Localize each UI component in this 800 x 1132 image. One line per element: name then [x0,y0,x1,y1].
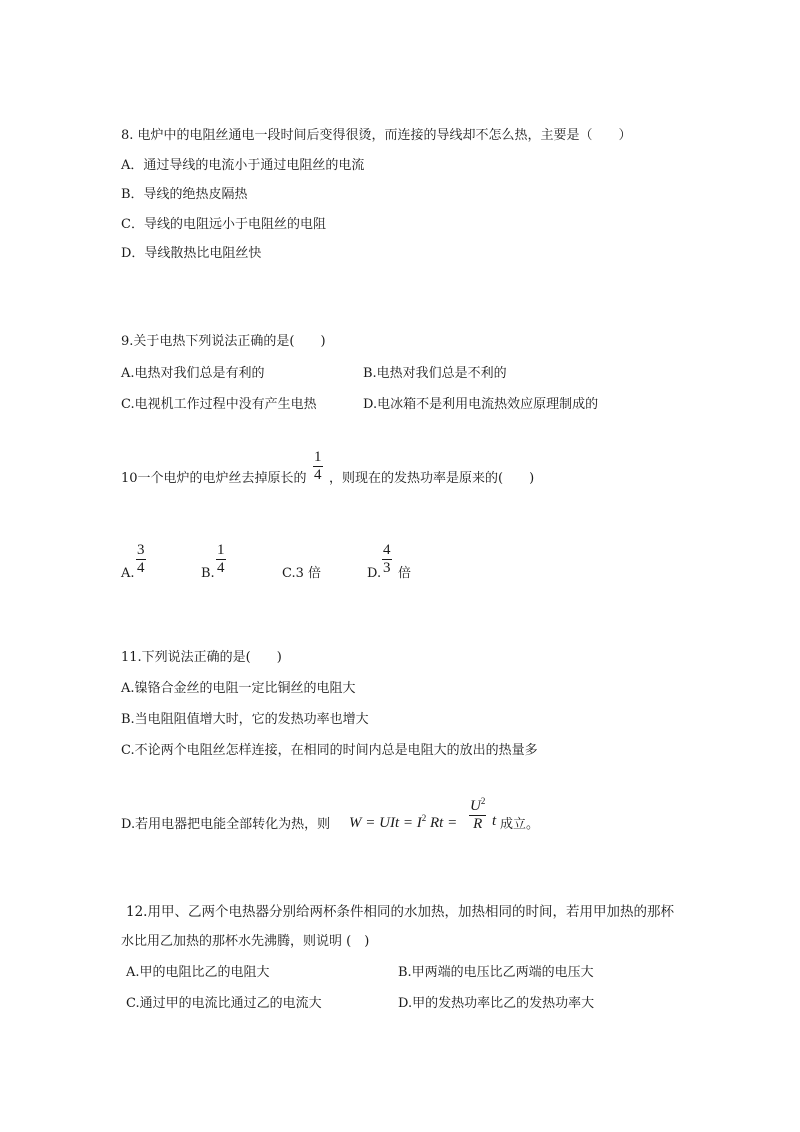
q11-formula-left [349,813,457,832]
q8-stem: 8. 电炉中的电阻丝通电一段时间后变得很烫，而连接的导线却不怎么热，主要是（ ） [121,128,632,143]
fraction-numerator: 1 [217,542,225,558]
fraction-denominator: 3 [383,560,391,576]
q12-option-a: A.甲的电阻比乙的电阻大 [126,965,270,980]
q8-option-a: A．通过导线的电流小于通过电阻丝的电流 [121,158,365,173]
q10-option-d-label: D. [367,566,382,581]
q12-option-c: C.通过甲的电流比通过乙的电流大 [126,996,322,1011]
q10-stem-prefix: 10一个电炉的电炉丝去掉原长的 [121,471,307,486]
q11-option-d-prefix: D.若用电器把电能全部转化为热，则 [121,817,331,832]
q12-option-d: D.甲的发热功率比乙的发热功率大 [398,996,595,1011]
fraction-denominator: R [473,816,483,832]
q10-option-c: C.3 倍 [282,566,322,581]
formula-u: U [470,798,481,814]
q10-option-d-suffix: 倍 [398,566,412,581]
q9-option-d: D.电冰箱不是利用电流热效应原理制成的 [363,397,599,412]
formula-text: Rt = [429,815,458,831]
q9-option-b: B.电热对我们总是不利的 [363,366,507,381]
q10-option-b-label: B. [201,566,215,581]
fraction-numerator: 3 [137,542,145,558]
q12-stem-line2: 水比用乙加热的那杯水先沸腾，则说明 ( ) [121,934,370,949]
q10-option-b-fraction [216,543,226,576]
q12-stem-line1: 12.用甲、乙两个电热器分别给两杯条件相同的水加热，加热相同的时间，若用甲加热的那杯 [126,904,674,920]
fraction-numerator: 4 [383,542,391,558]
q8-option-c: C．导线的电阻远小于电阻丝的电阻 [121,217,326,232]
q11-option-c: C.不论两个电阻丝怎样连接，在相同的时间内总是电阻大的放出的热量多 [121,743,538,758]
q12-option-b: B.甲两端的电压比乙两端的电压大 [398,965,594,980]
q10-option-a-fraction [136,543,146,576]
q10-option-d-fraction [382,543,392,576]
q9-stem: 9.关于电热下列说法正确的是( ) [121,334,326,349]
q10-stem-suffix: ，则现在的发热功率是原来的( ) [329,471,535,486]
q8-option-b: B．导线的绝热皮隔热 [121,187,248,202]
q9-option-c: C.电视机工作过程中没有产生电热 [121,397,317,412]
formula-superscript: 2 [480,796,486,806]
fraction-denominator: 4 [314,467,322,483]
q11-stem: 11.下列说法正确的是( ) [121,650,282,665]
q10-option-a-label: A. [121,566,135,581]
q9-option-a: A.电热对我们总是有利的 [121,366,265,381]
fraction-numerator [469,794,486,814]
formula-superscript: 2 [421,813,427,823]
q11-option-b: B.当电阻阻值增大时，它的发热功率也增大 [121,712,369,727]
fraction-denominator: 4 [137,560,145,576]
q11-formula-right: t [492,813,497,829]
q11-formula-fraction [469,794,486,832]
fraction-numerator: 1 [314,449,322,465]
q11-option-a: A.镍铬合金丝的电阻一定比铜丝的电阻大 [121,681,356,696]
fraction-denominator: 4 [217,560,225,576]
q10-stem-fraction [313,450,323,483]
q11-option-d-suffix: 成立。 [500,817,540,832]
q8-option-d: D．导线散热比电阻丝快 [121,246,262,261]
formula-text: W = UIt = I [349,815,422,831]
